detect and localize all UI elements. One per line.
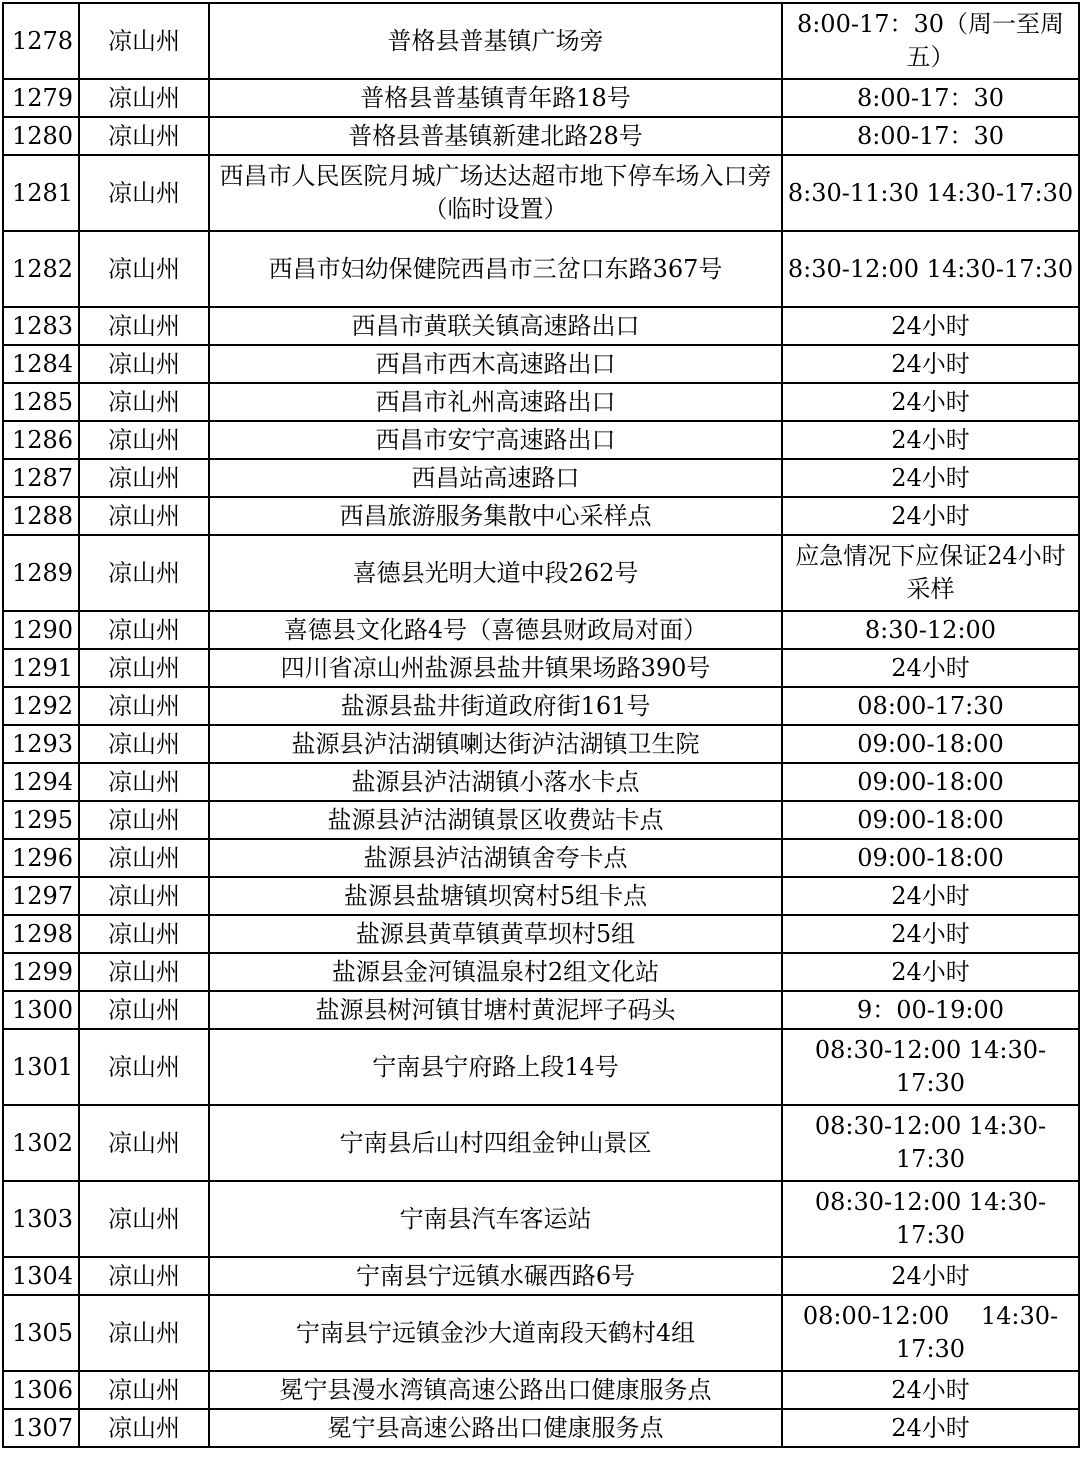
table-row	[3, 953, 1079, 991]
row-number: 1286	[3, 421, 79, 459]
hours-cell: 24小时	[782, 307, 1079, 345]
table-row	[3, 1409, 1079, 1447]
table-row	[3, 1371, 1079, 1409]
row-number: 1297	[3, 877, 79, 915]
region-cell: 凉山州	[79, 155, 209, 231]
row-number: 1305	[3, 1295, 79, 1371]
location-cell: 盐源县盐井街道政府街161号	[209, 687, 782, 725]
region-cell: 凉山州	[79, 915, 209, 953]
table-row	[3, 3, 1079, 79]
region-cell: 凉山州	[79, 687, 209, 725]
table-row	[3, 459, 1079, 497]
table-row	[3, 1181, 1079, 1257]
region-cell: 凉山州	[79, 953, 209, 991]
table-row	[3, 535, 1079, 611]
table-row	[3, 117, 1079, 155]
location-cell: 冕宁县高速公路出口健康服务点	[209, 1409, 782, 1447]
row-number: 1306	[3, 1371, 79, 1409]
hours-cell: 8:00-17：30（周一至周五）	[782, 3, 1079, 79]
location-cell: 西昌市安宁高速路出口	[209, 421, 782, 459]
testing-sites-table	[2, 2, 1080, 1448]
row-number: 1294	[3, 763, 79, 801]
region-cell: 凉山州	[79, 345, 209, 383]
hours-cell: 08:30-12:00 14:30-17:30	[782, 1029, 1079, 1105]
table-row	[3, 991, 1079, 1029]
hours-cell: 09:00-18:00	[782, 801, 1079, 839]
hours-cell: 08:30-12:00 14:30-17:30	[782, 1105, 1079, 1181]
row-number: 1284	[3, 345, 79, 383]
table-row	[3, 1295, 1079, 1371]
table-row	[3, 877, 1079, 915]
location-cell: 喜德县文化路4号（喜德县财政局对面）	[209, 611, 782, 649]
region-cell: 凉山州	[79, 497, 209, 535]
table-row	[3, 1029, 1079, 1105]
location-cell: 宁南县宁远镇金沙大道南段天鹤村4组	[209, 1295, 782, 1371]
row-number: 1298	[3, 915, 79, 953]
location-cell: 喜德县光明大道中段262号	[209, 535, 782, 611]
hours-cell: 24小时	[782, 459, 1079, 497]
hours-cell: 8:00-17：30	[782, 79, 1079, 117]
table-row	[3, 79, 1079, 117]
hours-cell: 24小时	[782, 345, 1079, 383]
hours-cell: 24小时	[782, 1371, 1079, 1409]
hours-cell: 09:00-18:00	[782, 763, 1079, 801]
row-number: 1302	[3, 1105, 79, 1181]
region-cell: 凉山州	[79, 991, 209, 1029]
region-cell: 凉山州	[79, 231, 209, 307]
hours-cell: 应急情况下应保证24小时采样	[782, 535, 1079, 611]
location-cell: 西昌旅游服务集散中心采样点	[209, 497, 782, 535]
region-cell: 凉山州	[79, 877, 209, 915]
location-cell: 盐源县树河镇甘塘村黄泥坪子码头	[209, 991, 782, 1029]
region-cell: 凉山州	[79, 383, 209, 421]
row-number: 1303	[3, 1181, 79, 1257]
region-cell: 凉山州	[79, 1181, 209, 1257]
hours-cell: 24小时	[782, 1257, 1079, 1295]
row-number: 1290	[3, 611, 79, 649]
table-row	[3, 725, 1079, 763]
hours-cell: 9：00-19:00	[782, 991, 1079, 1029]
region-cell: 凉山州	[79, 117, 209, 155]
location-cell: 普格县普基镇青年路18号	[209, 79, 782, 117]
hours-cell: 24小时	[782, 421, 1079, 459]
row-number: 1285	[3, 383, 79, 421]
hours-cell: 24小时	[782, 953, 1079, 991]
region-cell: 凉山州	[79, 763, 209, 801]
location-cell: 盐源县盐塘镇坝窝村5组卡点	[209, 877, 782, 915]
region-cell: 凉山州	[79, 79, 209, 117]
table-row	[3, 421, 1079, 459]
hours-cell: 08:00-17:30	[782, 687, 1079, 725]
row-number: 1292	[3, 687, 79, 725]
region-cell: 凉山州	[79, 3, 209, 79]
row-number: 1295	[3, 801, 79, 839]
table-row	[3, 687, 1079, 725]
hours-cell: 8:30-12:00 14:30-17:30	[782, 231, 1079, 307]
location-cell: 盐源县黄草镇黄草坝村5组	[209, 915, 782, 953]
table-row	[3, 345, 1079, 383]
location-cell: 盐源县金河镇温泉村2组文化站	[209, 953, 782, 991]
location-cell: 西昌市西木高速路出口	[209, 345, 782, 383]
location-cell: 盐源县泸沽湖镇舍夸卡点	[209, 839, 782, 877]
region-cell: 凉山州	[79, 307, 209, 345]
table-row	[3, 383, 1079, 421]
location-cell: 普格县普基镇广场旁	[209, 3, 782, 79]
row-number: 1281	[3, 155, 79, 231]
hours-cell: 8:30-12:00	[782, 611, 1079, 649]
region-cell: 凉山州	[79, 725, 209, 763]
hours-cell: 8:30-11:30 14:30-17:30	[782, 155, 1079, 231]
location-cell: 西昌市妇幼保健院西昌市三岔口东路367号	[209, 231, 782, 307]
row-number: 1296	[3, 839, 79, 877]
table-row	[3, 611, 1079, 649]
table-row	[3, 231, 1079, 307]
hours-cell: 24小时	[782, 497, 1079, 535]
region-cell: 凉山州	[79, 535, 209, 611]
table-body	[3, 3, 1079, 1447]
row-number: 1304	[3, 1257, 79, 1295]
region-cell: 凉山州	[79, 459, 209, 497]
row-number: 1287	[3, 459, 79, 497]
table-row	[3, 307, 1079, 345]
row-number: 1291	[3, 649, 79, 687]
location-cell: 西昌市礼州高速路出口	[209, 383, 782, 421]
row-number: 1300	[3, 991, 79, 1029]
hours-cell: 24小时	[782, 649, 1079, 687]
region-cell: 凉山州	[79, 1105, 209, 1181]
location-cell: 盐源县泸沽湖镇景区收费站卡点	[209, 801, 782, 839]
row-number: 1299	[3, 953, 79, 991]
table-row	[3, 1257, 1079, 1295]
hours-cell: 09:00-18:00	[782, 725, 1079, 763]
region-cell: 凉山州	[79, 839, 209, 877]
location-cell: 四川省凉山州盐源县盐井镇果场路390号	[209, 649, 782, 687]
location-cell: 普格县普基镇新建北路28号	[209, 117, 782, 155]
location-cell: 宁南县汽车客运站	[209, 1181, 782, 1257]
location-cell: 冕宁县漫水湾镇高速公路出口健康服务点	[209, 1371, 782, 1409]
region-cell: 凉山州	[79, 1371, 209, 1409]
table-row	[3, 801, 1079, 839]
hours-cell: 08:00-12:00 14:30-17:30	[782, 1295, 1079, 1371]
table-row	[3, 1105, 1079, 1181]
hours-cell: 24小时	[782, 383, 1079, 421]
row-number: 1282	[3, 231, 79, 307]
hours-cell: 24小时	[782, 1409, 1079, 1447]
location-cell: 西昌市黄联关镇高速路出口	[209, 307, 782, 345]
location-cell: 盐源县泸沽湖镇小落水卡点	[209, 763, 782, 801]
row-number: 1278	[3, 3, 79, 79]
row-number: 1289	[3, 535, 79, 611]
table-row	[3, 155, 1079, 231]
row-number: 1301	[3, 1029, 79, 1105]
region-cell: 凉山州	[79, 1029, 209, 1105]
location-cell: 西昌站高速路口	[209, 459, 782, 497]
row-number: 1293	[3, 725, 79, 763]
hours-cell: 09:00-18:00	[782, 839, 1079, 877]
region-cell: 凉山州	[79, 649, 209, 687]
region-cell: 凉山州	[79, 1257, 209, 1295]
region-cell: 凉山州	[79, 1295, 209, 1371]
hours-cell: 24小时	[782, 915, 1079, 953]
row-number: 1283	[3, 307, 79, 345]
region-cell: 凉山州	[79, 801, 209, 839]
location-cell: 西昌市人民医院月城广场达达超市地下停车场入口旁（临时设置）	[209, 155, 782, 231]
location-cell: 宁南县宁远镇水碾西路6号	[209, 1257, 782, 1295]
row-number: 1280	[3, 117, 79, 155]
location-cell: 宁南县后山村四组金钟山景区	[209, 1105, 782, 1181]
region-cell: 凉山州	[79, 611, 209, 649]
location-cell: 宁南县宁府路上段14号	[209, 1029, 782, 1105]
row-number: 1288	[3, 497, 79, 535]
table-row	[3, 839, 1079, 877]
table-row	[3, 649, 1079, 687]
row-number: 1279	[3, 79, 79, 117]
hours-cell: 08:30-12:00 14:30-17:30	[782, 1181, 1079, 1257]
region-cell: 凉山州	[79, 421, 209, 459]
table-row	[3, 497, 1079, 535]
location-cell: 盐源县泸沽湖镇喇达街泸沽湖镇卫生院	[209, 725, 782, 763]
region-cell: 凉山州	[79, 1409, 209, 1447]
table-row	[3, 915, 1079, 953]
hours-cell: 8:00-17：30	[782, 117, 1079, 155]
row-number: 1307	[3, 1409, 79, 1447]
hours-cell: 24小时	[782, 877, 1079, 915]
table-row	[3, 763, 1079, 801]
